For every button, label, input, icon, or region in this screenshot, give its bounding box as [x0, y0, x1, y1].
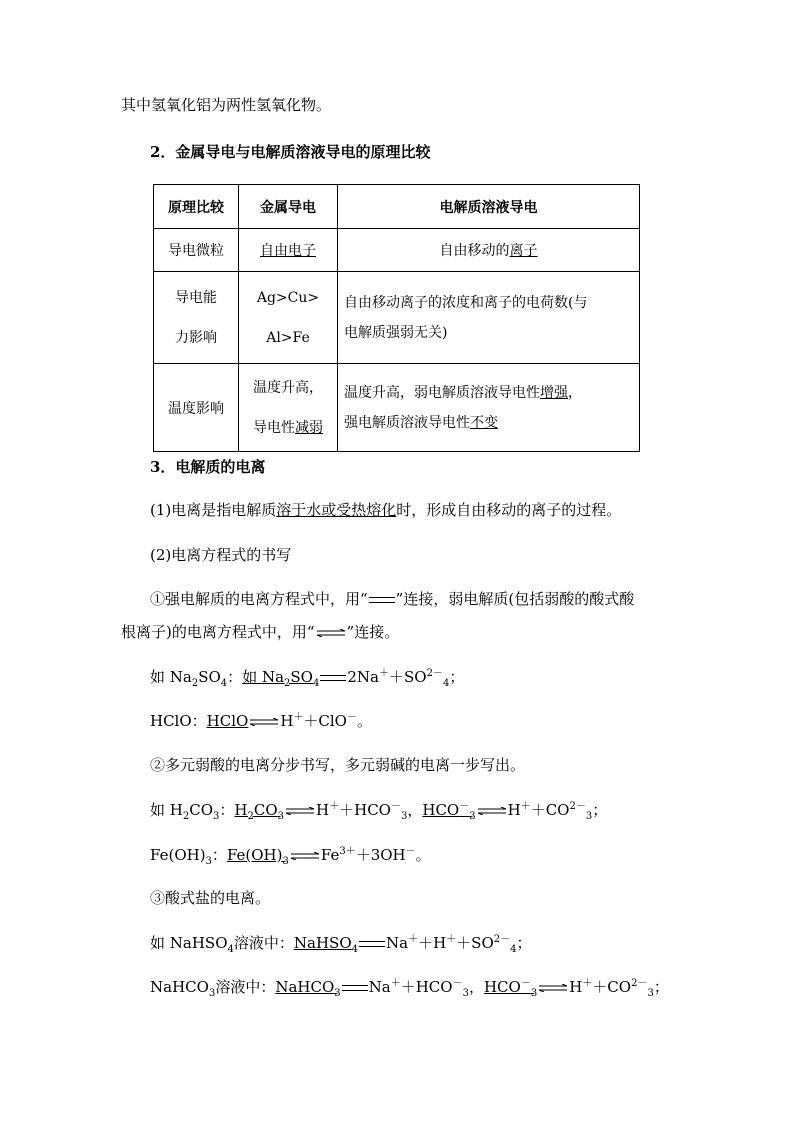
- intro-text: 其中氢氧化铝为两性氢氧化物。: [121, 96, 332, 114]
- text: HCO: [422, 801, 460, 819]
- text: 2－: [569, 801, 586, 812]
- answer-blank: 溶于水或受热熔化: [276, 501, 397, 519]
- text: 2－: [493, 934, 511, 945]
- text: 3: [469, 811, 476, 822]
- text: HClO：: [150, 712, 207, 730]
- text: 4: [220, 678, 228, 689]
- cell-text: 温度升高，弱电解质溶液导电性: [344, 384, 540, 401]
- text: 溶液中：: [215, 978, 276, 996]
- table-cell: [239, 272, 338, 364]
- table-cell: 导电微粒: [154, 229, 239, 272]
- text: ＋CO: [592, 978, 632, 996]
- text: 3: [334, 988, 341, 999]
- paragraph-3: [150, 589, 634, 609]
- text: －: [346, 712, 357, 723]
- table-cell: [239, 364, 338, 452]
- text: 时，形成自由移动的离子的过程。: [396, 501, 622, 519]
- text: ，: [407, 801, 423, 819]
- cell-text: 强电解质溶液导电性: [344, 414, 470, 431]
- text: Na: [386, 934, 409, 952]
- text: ＋3OH: [355, 846, 406, 864]
- example-nahso4: [150, 933, 532, 953]
- text: ＋SO: [388, 668, 427, 686]
- text: 4: [351, 944, 358, 955]
- text: 如 Na: [242, 668, 285, 686]
- equation-answer: [226, 846, 289, 867]
- text: 2: [284, 678, 291, 689]
- reversible-arrow-icon: [477, 807, 507, 815]
- text: H: [316, 801, 330, 819]
- text: 3: [277, 811, 285, 822]
- text: SO: [198, 668, 221, 686]
- text: 3: [213, 811, 220, 822]
- text: ＋H: [418, 934, 447, 952]
- text: ＋: [408, 934, 419, 945]
- cell-text: 自由移动离子的浓度和离子的电荷数(与: [344, 294, 588, 311]
- reversible-arrow-icon: [316, 629, 346, 637]
- example-h2co3: [150, 800, 607, 820]
- answer-blank: 不变: [470, 414, 498, 431]
- paragraph-1: [150, 500, 621, 520]
- text: ，: [468, 978, 484, 996]
- text: 溶液中：: [233, 934, 294, 952]
- text: 3: [205, 856, 212, 867]
- text: 。: [415, 846, 431, 864]
- equals-sign-icon: [359, 941, 385, 947]
- answer-blank: 离子: [509, 243, 538, 259]
- text: H: [280, 712, 294, 730]
- example-na2so4: [150, 667, 464, 687]
- text: 4: [510, 944, 517, 955]
- text: ＋CO: [530, 801, 570, 819]
- answer-blank: 增强: [540, 384, 568, 401]
- text: SO: [290, 668, 313, 686]
- equation-answer: [234, 801, 285, 822]
- section-3-title: 3．电解质的电离: [150, 458, 266, 476]
- text: 3: [585, 811, 593, 822]
- table-cell: [338, 272, 640, 364]
- cell-text: ，: [568, 384, 582, 401]
- example-feoh3: [150, 845, 431, 865]
- table-header: 金属导电: [239, 185, 338, 229]
- text: ＋: [582, 978, 593, 989]
- text: CO: [189, 801, 214, 819]
- text: (1)电离是指电解质: [150, 501, 277, 519]
- equation-answer: [483, 978, 538, 999]
- text: 3＋: [339, 846, 356, 857]
- cell-text: 电解质强弱无关): [344, 324, 448, 341]
- equation-answer: [275, 978, 341, 999]
- text: Fe: [320, 846, 340, 864]
- equation-answer: [422, 801, 476, 822]
- text: －: [452, 978, 463, 989]
- cell-text: 力影响: [175, 329, 217, 346]
- text: Fe(OH): [150, 846, 206, 864]
- text: H: [234, 801, 248, 819]
- text: 2－: [631, 978, 648, 989]
- text: 如 H: [150, 801, 183, 819]
- table-header: 原理比较: [154, 185, 239, 229]
- text: －: [390, 801, 401, 812]
- text: 。: [356, 712, 372, 730]
- table-row: [154, 229, 640, 272]
- text: H: [569, 978, 583, 996]
- paragraph-3-cont: [121, 622, 399, 642]
- cell-text: 导电能: [175, 289, 217, 306]
- equals-sign-icon: [320, 675, 346, 681]
- equation-answer: HClO: [206, 712, 249, 730]
- cell-text: Ag>Cu>: [256, 289, 320, 306]
- text: 4: [312, 678, 320, 689]
- text: ：: [227, 668, 243, 686]
- text: 根离子)的电离方程式中，用“: [121, 623, 315, 641]
- text: Fe(OH): [226, 846, 283, 864]
- text: ①强电解质的电离方程式中，用“: [150, 590, 368, 608]
- equals-sign-icon: [369, 597, 395, 603]
- text: ＋HCO: [400, 978, 453, 996]
- table-row: [154, 364, 640, 452]
- cell-text: 自由移动的: [439, 243, 510, 259]
- text: 3: [400, 811, 408, 822]
- text: ＋: [520, 801, 531, 812]
- answer-blank: 减弱: [295, 419, 323, 436]
- text: ”连接，弱电解质(包括弱酸的酸式酸: [395, 590, 635, 608]
- text: ＋: [329, 801, 340, 812]
- cell-text: [344, 378, 633, 408]
- table-cell: [239, 229, 338, 272]
- text: －: [520, 978, 531, 989]
- text: CO: [253, 801, 278, 819]
- text: 3: [208, 988, 216, 999]
- reversible-arrow-icon: [285, 807, 315, 815]
- cell-text: [245, 408, 331, 448]
- table-cell: [338, 229, 640, 272]
- text: 2－: [426, 668, 443, 679]
- reversible-arrow-icon: [538, 984, 568, 992]
- text: NaHCO: [275, 978, 335, 996]
- text: 2: [247, 811, 254, 822]
- text: ：: [219, 801, 235, 819]
- text: 3: [282, 856, 289, 867]
- example-nahco3: [150, 977, 669, 997]
- cell-text: 导电性: [253, 419, 295, 436]
- text: －: [459, 801, 470, 812]
- text: ”连接。: [346, 623, 400, 641]
- text: ；: [592, 801, 608, 819]
- cell-text: [344, 408, 633, 438]
- text: H: [507, 801, 521, 819]
- text: 如 NaHSO: [150, 934, 228, 952]
- text: ＋: [390, 978, 401, 989]
- text: ＋HCO: [339, 801, 391, 819]
- answer-blank: 自由电子: [260, 243, 316, 259]
- table-cell: [154, 272, 239, 364]
- text: ＋: [378, 668, 389, 679]
- text: 4: [442, 678, 450, 689]
- cell-text: 温度升高，: [253, 379, 323, 396]
- text: ＋SO: [456, 934, 494, 952]
- text: 3: [647, 988, 654, 999]
- text: 3: [462, 988, 469, 999]
- text: 2Na: [347, 668, 379, 686]
- reversible-arrow-icon: [290, 852, 320, 860]
- text: ：: [211, 846, 227, 864]
- text: NaHCO: [150, 978, 209, 996]
- text: 2: [182, 811, 190, 822]
- text: 如 Na: [150, 668, 192, 686]
- equals-sign-icon: [342, 985, 368, 991]
- text: ＋: [446, 934, 457, 945]
- text: 2: [191, 678, 199, 689]
- section-2-title: 2．金属导电与电解质溶液导电的原理比较: [150, 143, 431, 161]
- text: ＋ClO: [303, 712, 347, 730]
- text: －: [405, 846, 416, 857]
- cell-text: Al>Fe: [266, 329, 310, 346]
- table-header-row: [154, 185, 640, 229]
- text: NaHSO: [293, 934, 352, 952]
- comparison-table: [153, 184, 640, 452]
- paragraph-4: ②多元弱酸的电离分步书写，多元弱碱的电离一步写出。: [150, 756, 526, 774]
- text: HCO: [483, 978, 521, 996]
- text: ；: [449, 668, 465, 686]
- equation-answer: [293, 934, 358, 955]
- text: 4: [227, 944, 234, 955]
- example-hclo: [150, 711, 372, 731]
- table-row: [154, 272, 640, 364]
- text: ＋: [293, 712, 304, 723]
- equation-answer: [242, 668, 320, 689]
- table-header: 电解质溶液导电: [338, 185, 640, 229]
- paragraph-2: (2)电离方程式的书写: [150, 546, 292, 564]
- table-cell: [338, 364, 640, 452]
- reversible-arrow-icon: [249, 718, 279, 726]
- table-cell: 温度影响: [154, 364, 239, 452]
- paragraph-5: ③酸式盐的电离。: [150, 889, 271, 907]
- text: ；: [516, 934, 532, 952]
- text: ；: [653, 978, 669, 996]
- text: Na: [368, 978, 391, 996]
- text: 3: [530, 988, 538, 999]
